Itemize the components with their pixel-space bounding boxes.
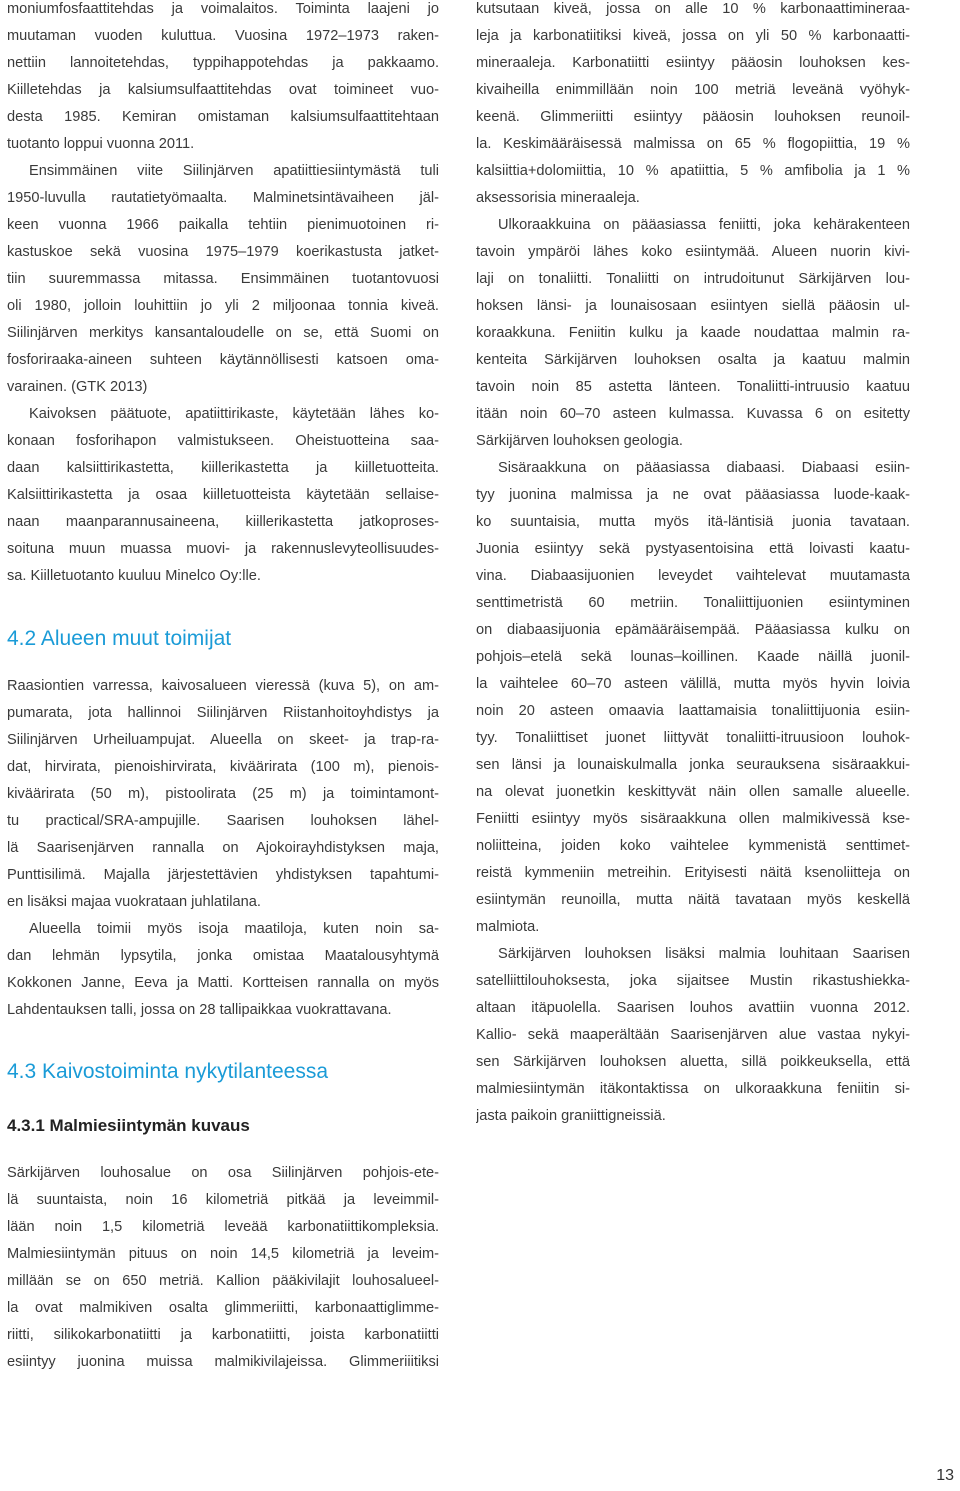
text-line: aksessorisia mineraaleja.	[476, 190, 640, 206]
text-line: desta 1985. Kemiran omistaman kalsiumsulfaattitehtaan	[7, 109, 439, 125]
text-block	[476, 0, 910, 1130]
text-line: jasta paikoin graniittigneissiä.	[476, 1108, 666, 1124]
text-line: Alueella toimii myös isoja maatiloja, kuten noin sa-	[29, 921, 439, 937]
text-line: malmiota.	[476, 919, 540, 935]
text-line: kenteita Särkijärven louhoksen osalta ja kaatuu malmin	[476, 352, 910, 368]
text-line: sen länsi ja lounaiskulmalla jonka seurauksena sisäraakkui-	[476, 757, 910, 773]
text-line: malmiesiintymän itäkontaktissa on ulkoraakkuna feniitin si-	[476, 1081, 910, 1097]
text-line: sen Särkijärven louhoksen aluetta, sillä poikkeuksella, että	[476, 1054, 910, 1070]
text-line: varainen. (GTK 2013)	[7, 379, 148, 395]
text-line: kalsiittia+dolomiittia, 10 % apatiittia, 5 % amfibolia ja 1 %	[476, 163, 910, 179]
text-line: na olevat juonetkin keskittyvät näin ollen samalle alueelle.	[476, 784, 910, 800]
text-line: kiväärirata (50 m), pistoolirata (25 m) ja toimintamont-	[7, 786, 439, 802]
text-line: riitti, silikokarbonatiitti ja karbonatiitti, joista karbonatiitti	[7, 1327, 439, 1343]
text-line: la. Keskimääräisessä malmissa on 65 % flogopiittia, 19 %	[476, 136, 910, 152]
text-line: altaan itäpuolella. Saarisen louhos avattiin vuonna 2012.	[476, 1000, 910, 1016]
text-line: konaan fosforihapon valmistukseen. Oheistuotteina saa-	[7, 433, 439, 449]
text-line: kutsutaan kiveä, jossa on alle 10 % karbonaattimineraa-	[476, 1, 910, 17]
text-line: pohjois–etelä sekä lounas–koillinen. Kaade näillä juonil-	[476, 649, 910, 665]
text-line: mineraaleja. Karbonatiitti esiintyy pääosin louhoksen kes-	[476, 55, 910, 71]
text-line: nettiin lannoitetehdas, typpihappotehdas ja pakkaamo.	[7, 55, 439, 71]
text-line: kastuskoe sekä vuosina 1975–1979 koerikastusta jatket-	[7, 244, 439, 260]
text-line: Siilinjärven Urheiluampujat. Alueella on skeet- ja trap-ra-	[7, 732, 439, 748]
text-line: tavoin noin 85 astetta länteen. Tonaliitti-intruusio kaatuu	[476, 379, 910, 395]
text-line: Juonia esiintyy sekä pystyasentoisina että loivasti kaatu-	[476, 541, 910, 557]
text-line: vina. Diabaasijuonien leveydet vaihtelevat muutamasta	[476, 568, 910, 584]
text-line: dat, hirvirata, pienoishirvirata, kiväärirata (100 m), pienois-	[7, 759, 439, 775]
text-line: en lisäksi majaa vuokrataan juhlatilana.	[7, 894, 261, 910]
text-line: Kaivoksen päätuote, apatiittirikaste, käytetään lähes ko-	[29, 406, 439, 422]
text-line: esiintymän reunoilla, mutta näitä tavataan myös keskellä	[476, 892, 910, 908]
text-line: kivaiheilla enimmillään noin 100 metriä leveänä vyöhyk-	[476, 82, 910, 98]
text-line: lään noin 1,5 kilometriä leveää karbonatiittikompleksia.	[7, 1219, 439, 1235]
text-line: laji on tonaliitti. Tonaliitti on intrudoitunut Särkijärven lou-	[476, 271, 910, 287]
text-line: la ovat malmikiven osalta glimmeriitti, karbonaattiglimme-	[7, 1300, 439, 1316]
heading-4-3: 4.3 Kaivostoiminta nykytilanteessa	[7, 1060, 328, 1083]
text-line: la vaihtelee 60–70 asteen välillä, mutta myös hyvin loivia	[476, 676, 910, 692]
text-line: Sisäraakkuna on pääasiassa diabaasi. Diabaasi esiin-	[498, 460, 910, 476]
text-line: Ensimmäinen viite Siilinjärven apatiittiesiintymästä tuli	[29, 163, 439, 179]
text-line: fosforiraaka-aineen suhteen käytännöllisesti katsoen oma-	[7, 352, 439, 368]
text-line: esiintyy juonina muissa malmikivilajeissa. Glimmeriiitiksi	[7, 1354, 439, 1370]
text-line: 1950-luvulla rautatietyömaalta. Malminetsintävaiheen jäl-	[7, 190, 439, 206]
text-line: Kiilletehdas ja kalsiumsulfaattitehdas ovat toimineet vuo-	[7, 82, 439, 98]
text-line: noliitteina, joiden koko vaihtelee kymmenistä senttimet-	[476, 838, 910, 854]
text-line: daan kalsiittirikastetta, kiillerikastetta ja kiilletuotteita.	[7, 460, 439, 476]
text-line: naan maanparannusaineena, kiillerikastetta jatkoproses-	[7, 514, 439, 530]
text-line: tuotanto loppui vuonna 2011.	[7, 136, 195, 152]
text-line: koraakkuna. Feniitin kulku ja kaade noudattaa malmin ra-	[476, 325, 910, 341]
text-line: oli 1980, jolloin louhittiin jo yli 2 miljoonaa tonnia kiveä.	[7, 298, 439, 314]
text-line: Särkijärven louhoksen lisäksi malmia louhitaan Saarisen	[498, 946, 910, 962]
text-line: ko suuntaisia, mutta myös itä-läntisiä juonia tavataan.	[476, 514, 910, 530]
text-block	[7, 1160, 439, 1376]
page-number: 13	[936, 1467, 954, 1484]
text-line: soituna muun muassa muovi- ja rakennuslevyteollisuudes-	[7, 541, 439, 557]
text-line: lä suuntaista, noin 16 kilometriä pitkää ja leveimmil-	[7, 1192, 439, 1208]
text-line: Feniitti esiintyy myös sisäraakkuna ollen malmikivessä kse-	[476, 811, 910, 827]
text-line: senttimetristä 60 metriin. Tonaliittijuonien esiintyminen	[476, 595, 910, 611]
text-line: pumarata, jota hallinnoi Siilinjärven Riistanhoitoyhdistys ja	[7, 705, 439, 721]
heading-4-2: 4.2 Alueen muut toimijat	[7, 627, 232, 650]
text-line: tiin suuremmassa mitassa. Ensimmäinen tuotantovuosi	[7, 271, 439, 287]
text-line: keenä. Glimmeriitti esiintyy pääosin louhoksen reunoil-	[476, 109, 910, 125]
text-line: Siilinjärven merkitys kansantaloudelle on se, että Suomi on	[7, 325, 439, 341]
text-line: Malmiesiintymän pituus on noin 14,5 kilometriä ja leveim-	[7, 1246, 439, 1262]
text-line: tyy. Tonaliittiset juonet liittyvät tonaliitti-itruusioon louhok-	[476, 730, 910, 746]
text-block	[7, 673, 439, 1024]
heading-4-3-1: 4.3.1 Malmiesiintymän kuvaus	[7, 1116, 250, 1135]
text-line: Särkijärven louhoksen geologia.	[476, 433, 683, 449]
text-line: muutaman vuoden kuluttua. Vuosina 1972–1973 raken-	[7, 28, 439, 44]
text-line: Ulkoraakkuina on pääasiassa feniitti, joka kehärakenteen	[498, 217, 910, 233]
text-line: tu practical/SRA-ampujille. Saarisen louhoksen lähel-	[7, 813, 439, 829]
text-line: tavoin ympäröi lähes koko esiintymää. Alueen nuorin kivi-	[476, 244, 910, 260]
text-line: leja ja karbonatiitiksi kiveä, jossa on yli 50 % karbonaatti-	[476, 28, 910, 44]
text-line: reistä kymmeniin metreihin. Erityisesti näitä ksenoliitteja on	[476, 865, 910, 881]
text-line: Raasiontien varressa, kaivosalueen vieressä (kuva 5), on am-	[7, 678, 439, 694]
text-line: Särkijärven louhosalue on osa Siilinjärven pohjois-ete-	[7, 1165, 439, 1181]
text-line: millään se on 650 metriä. Kallion pääkivilajit louhosalueel-	[7, 1273, 439, 1289]
text-line: sa. Kiilletuotanto kuuluu Minelco Oy:lle.	[7, 568, 261, 584]
text-line: noin 20 asteen omaavia laattamaisia tonaliittijuonia esiin-	[476, 703, 910, 719]
text-line: Kalsiittirikastetta ja osaa kiilletuotteista käytetään sellaise-	[7, 487, 439, 503]
text-line: Kallio- sekä maaperältään Saarisenjärven alue vastaa nykyi-	[476, 1027, 910, 1043]
text-line: dan lehmän lypsytila, jonka omistaa Maatalousyhtymä	[7, 948, 439, 964]
text-line: tyy juonina malmissa ja ne ovat pääasiassa luode-kaak-	[476, 487, 910, 503]
text-line: Punttisilimä. Majalla järjestettävien yhdistyksen tapahtumi-	[7, 867, 439, 883]
text-line: moniumfosfaattitehdas ja voimalaitos. Toiminta laajeni jo	[7, 1, 439, 17]
text-line: on diabaasijuonia epämääräisempää. Pääasiassa kulku on	[476, 622, 910, 638]
text-line: hoksen länsi- ja lounaisosaan esiintyen siellä pääosin ul-	[476, 298, 910, 314]
text-line: lä Saarisenjärven rannalla on Ajokoirayhdistyksen maja,	[7, 840, 439, 856]
text-line: keen vuonna 1966 paikalla tehtiin pienimuotoinen ri-	[7, 217, 439, 233]
text-line: Kokkonen Janne, Eeva ja Matti. Kortteisen rannalla on myös	[7, 975, 439, 991]
text-line: itään noin 60–70 asteen kulmassa. Kuvassa 6 on esitetty	[476, 406, 910, 422]
text-line: Lahdentauksen talli, jossa on 28 tallipaikkaa vuokrattavana.	[7, 1002, 392, 1018]
text-block	[7, 0, 439, 590]
text-line: satelliittilouhoksesta, joka sijaitsee Mustin rikastushiekka-	[476, 973, 910, 989]
